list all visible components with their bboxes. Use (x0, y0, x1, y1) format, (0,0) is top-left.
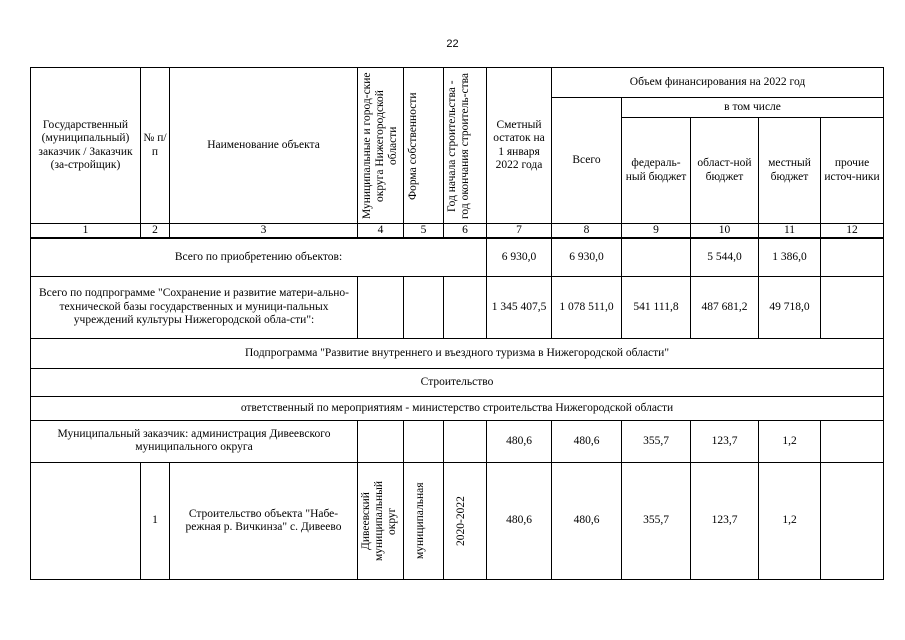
col-number: 9 (622, 224, 691, 239)
cell-local: 1,2 (759, 462, 821, 579)
empty-cell (358, 276, 404, 338)
column-numbers-row (31, 224, 884, 239)
cell-other (821, 276, 884, 338)
object-num: 1 (141, 462, 170, 579)
cell-regional: 5 544,0 (691, 238, 759, 276)
header-municipality: Муниципальные и город-ские округа Нижегородской области (358, 68, 404, 224)
cell-regional: 487 681,2 (691, 276, 759, 338)
col-number: 8 (552, 224, 622, 239)
cell-total: 1 078 511,0 (552, 276, 622, 338)
cell-estimate: 1 345 407,5 (487, 276, 552, 338)
header-customer: Государственный (муниципальный) заказчик / Заказчик (за-стройщик) (31, 68, 141, 224)
table-row-municipal-customer (31, 420, 884, 462)
object-name: Строительство объекта "Набе-режная р. Вичкинза" с. Дивеево (170, 462, 358, 579)
header-regional: област-ной бюджет (691, 118, 759, 224)
cell-other (821, 462, 884, 579)
header-num: № п/п (141, 68, 170, 224)
col-number: 7 (487, 224, 552, 239)
header-including: в том числе (622, 98, 884, 118)
col-number: 6 (444, 224, 487, 239)
header-other: прочие источ-ники (821, 118, 884, 224)
header-ownership: Форма собственности (404, 68, 444, 224)
responsible-line: ответственный по мероприятиям - министерство строительства Нижегородской области (31, 396, 884, 420)
table-row-subprogram-total (31, 276, 884, 338)
col-number: 3 (170, 224, 358, 239)
cell-local: 1,2 (759, 420, 821, 462)
cell-total: 480,6 (552, 420, 622, 462)
cell-other (821, 420, 884, 462)
cell-regional: 123,7 (691, 462, 759, 579)
empty-cell (444, 420, 487, 462)
empty-cell (31, 462, 141, 579)
cell-total: 6 930,0 (552, 238, 622, 276)
col-number: 4 (358, 224, 404, 239)
cell-estimate: 480,6 (487, 420, 552, 462)
header-total: Всего (552, 98, 622, 224)
empty-cell (404, 276, 444, 338)
header-funding: Объем финансирования на 2022 год (552, 68, 884, 98)
table-row-object (31, 462, 884, 579)
cell-federal: 355,7 (622, 462, 691, 579)
empty-cell (444, 276, 487, 338)
empty-cell (404, 420, 444, 462)
header-federal: федераль-ный бюджет (622, 118, 691, 224)
subprogram-total-label: Всего по подпрограмме "Сохранение и развитие матери-ально-технической базы государственных и муници-пальных учреждений культуры Нижегородской обла-сти": (31, 276, 358, 338)
cell-local: 1 386,0 (759, 238, 821, 276)
subprogram-title: Подпрограмма "Развитие внутреннего и въездного туризма в Нижегородской области" (31, 338, 884, 368)
object-municipality: Дивеевский муниципальный округ (358, 462, 404, 579)
cell-federal: 355,7 (622, 420, 691, 462)
col-number: 10 (691, 224, 759, 239)
col-number: 2 (141, 224, 170, 239)
header-object-name: Наименование объекта (170, 68, 358, 224)
cell-estimate: 480,6 (487, 462, 552, 579)
funding-table (30, 67, 884, 580)
empty-cell (358, 420, 404, 462)
cell-federal: 541 111,8 (622, 276, 691, 338)
cell-total: 480,6 (552, 462, 622, 579)
total-acquisition-label: Всего по приобретению объектов: (31, 238, 487, 276)
col-number: 12 (821, 224, 884, 239)
municipal-customer-label: Муниципальный заказчик: администрация Дивеевского муниципального округа (31, 420, 358, 462)
object-ownership: муниципальная (404, 462, 444, 579)
col-number: 11 (759, 224, 821, 239)
cell-other (821, 238, 884, 276)
section-title: Строительство (31, 368, 884, 396)
header-estimate: Сметный остаток на 1 января 2022 года (487, 68, 552, 224)
col-number: 1 (31, 224, 141, 239)
table-row-total-acquisition (31, 238, 884, 276)
cell-local: 49 718,0 (759, 276, 821, 338)
header-local: местный бюджет (759, 118, 821, 224)
cell-estimate: 6 930,0 (487, 238, 552, 276)
object-years: 2020-2022 (444, 462, 487, 579)
cell-regional: 123,7 (691, 420, 759, 462)
page-number: 22 (446, 38, 459, 50)
col-number: 5 (404, 224, 444, 239)
cell-federal (622, 238, 691, 276)
header-years: Год начала строительства - год окончания строитель-ства (444, 68, 487, 224)
